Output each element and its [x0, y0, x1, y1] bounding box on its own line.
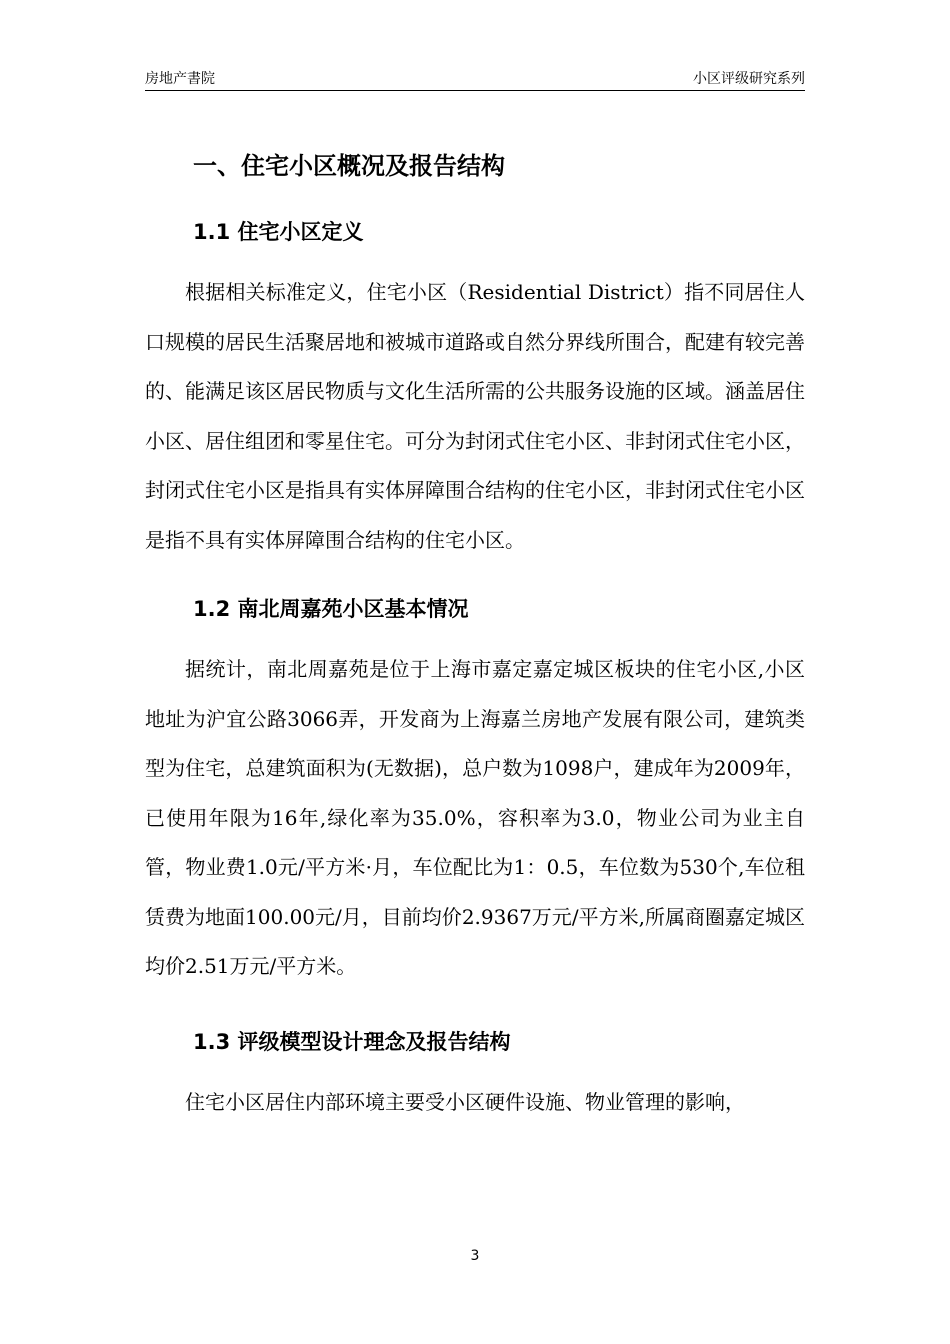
- section-title: 1.3 评级模型设计理念及报告结构: [193, 1029, 511, 1054]
- chapter-title: 一、住宅小区概况及报告结构: [193, 152, 505, 180]
- section-1-1: [145, 202, 805, 565]
- section-paragraph: 住宅小区居住内部环境主要受小区硬件设施、物业管理的影响，: [185, 1089, 745, 1114]
- page-content: [145, 130, 805, 1141]
- section-title: 1.1 住宅小区定义: [193, 220, 364, 244]
- page-header: [145, 64, 805, 91]
- section-paragraph: 根据相关标准定义，住宅小区（Residential District）指不同居住人口规模的居民生活聚居地和被城市道路或自然分界线所围合，配建有较完善的、能满足该区居民物质与文化生活所需的公共服务设施的区域。涵盖居住小区、居住组团和零星住宅。可分为封闭式住宅小区、非封闭式住宅小区，封闭式住宅小区是指具有实体屏障围合结构的住宅小区，非封闭式住宅小区是指不具有实体屏障围合结构的住宅小区。: [145, 280, 805, 552]
- header-left-text: 房地产書院: [145, 71, 215, 87]
- header-right-text: 小区评级研究系列: [693, 71, 805, 87]
- section-title: 1.2 南北周嘉苑小区基本情况: [193, 597, 469, 621]
- section-1-3: [145, 1012, 805, 1128]
- section-1-2: [145, 579, 805, 992]
- page-number: 3: [470, 1248, 480, 1264]
- section-paragraph: 据统计，南北周嘉苑是位于上海市嘉定嘉定城区板块的住宅小区,小区地址为沪宜公路3066弄，开发商为上海嘉兰房地产发展有限公司，建筑类型为住宅，总建筑面积为(无数据)，总户数为1098户，建成年为2009年，已使用年限为16年,绿化率为35.0%，容积率为3.0，物业公司为业主自管，物业费1.0元/平方米·月，车位配比为1：0.5，车位数为530个,车位租赁费为地面100.00元/月，目前均价2.9367万元/平方米,所属商圈嘉定城区均价2.51万元/平方米。: [145, 657, 805, 978]
